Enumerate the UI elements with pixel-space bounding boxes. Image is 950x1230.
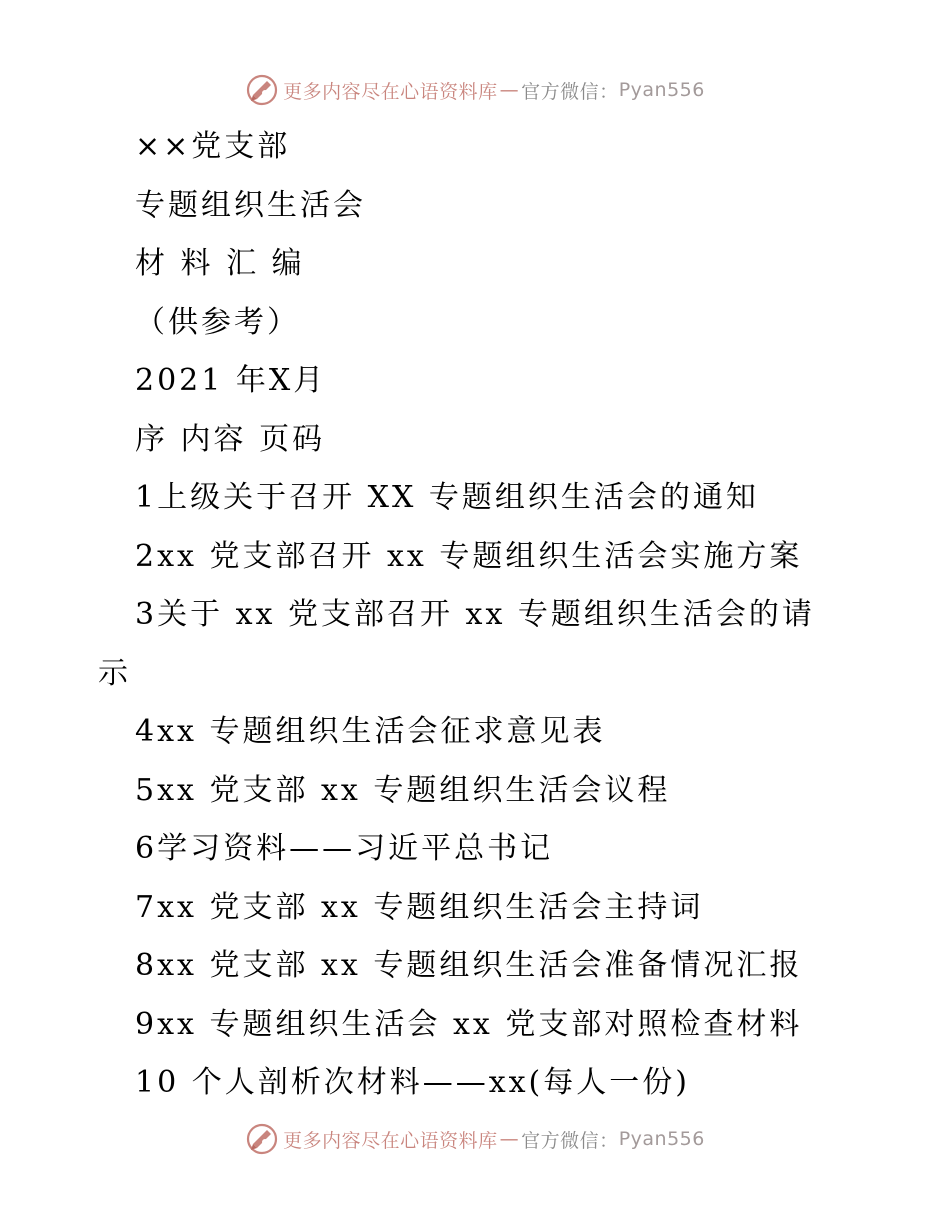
title-line: 专题组织生活会 <box>135 187 366 223</box>
watermark-account-label: 官方微信： <box>521 80 619 103</box>
watermark-dash: — <box>499 79 520 101</box>
date-line: 2021 年X月 <box>135 363 327 398</box>
toc-item: 9xx 专题组织生活会 xx 党支部对照检查材料 <box>135 1006 803 1042</box>
org-line: ××党支部 <box>135 129 291 164</box>
watermark-account-id: Pyan556 <box>618 79 705 101</box>
toc-item: 7xx 党支部 xx 专题组织生活会主持词 <box>135 889 704 925</box>
toc-item: 3关于 xx 党支部召开 xx 专题组织生活会的请 <box>135 597 815 632</box>
watermark-banner-bottom <box>0 1119 950 1159</box>
watermark-dash: — <box>499 1128 520 1150</box>
toc-item: 4xx 专题组织生活会征求意见表 <box>135 714 606 749</box>
watermark-account-id: Pyan556 <box>618 1128 705 1150</box>
subtitle-line: 材 料 汇 编 <box>135 246 305 281</box>
toc-item: 6学习资料——习近平总书记 <box>135 831 554 866</box>
toc-item: 8xx 党支部 xx 专题组织生活会准备情况汇报 <box>135 948 803 983</box>
toc-header: 序 内容 页码 <box>135 421 326 457</box>
toc-item: 1上级关于召开 XX 专题组织生活会的通知 <box>135 480 759 515</box>
watermark-main-text: 更多内容尽在心语资料库 <box>283 80 498 103</box>
document-body <box>0 118 950 1113</box>
watermark-banner-top <box>0 70 950 110</box>
pen-logo-icon <box>245 73 279 107</box>
watermark-account-label: 官方微信： <box>521 1129 619 1152</box>
toc-item: 5xx 党支部 xx 专题组织生活会议程 <box>135 772 671 808</box>
note-line: （供参考） <box>135 304 300 340</box>
toc-item: 10 个人剖析次材料——xx(每人一份) <box>135 1065 690 1100</box>
toc-item-continuation: 示 <box>98 655 131 691</box>
pen-logo-icon <box>245 1122 279 1156</box>
watermark-main-text: 更多内容尽在心语资料库 <box>283 1129 498 1152</box>
toc-item: 2xx 党支部召开 xx 专题组织生活会实施方案 <box>135 538 803 574</box>
